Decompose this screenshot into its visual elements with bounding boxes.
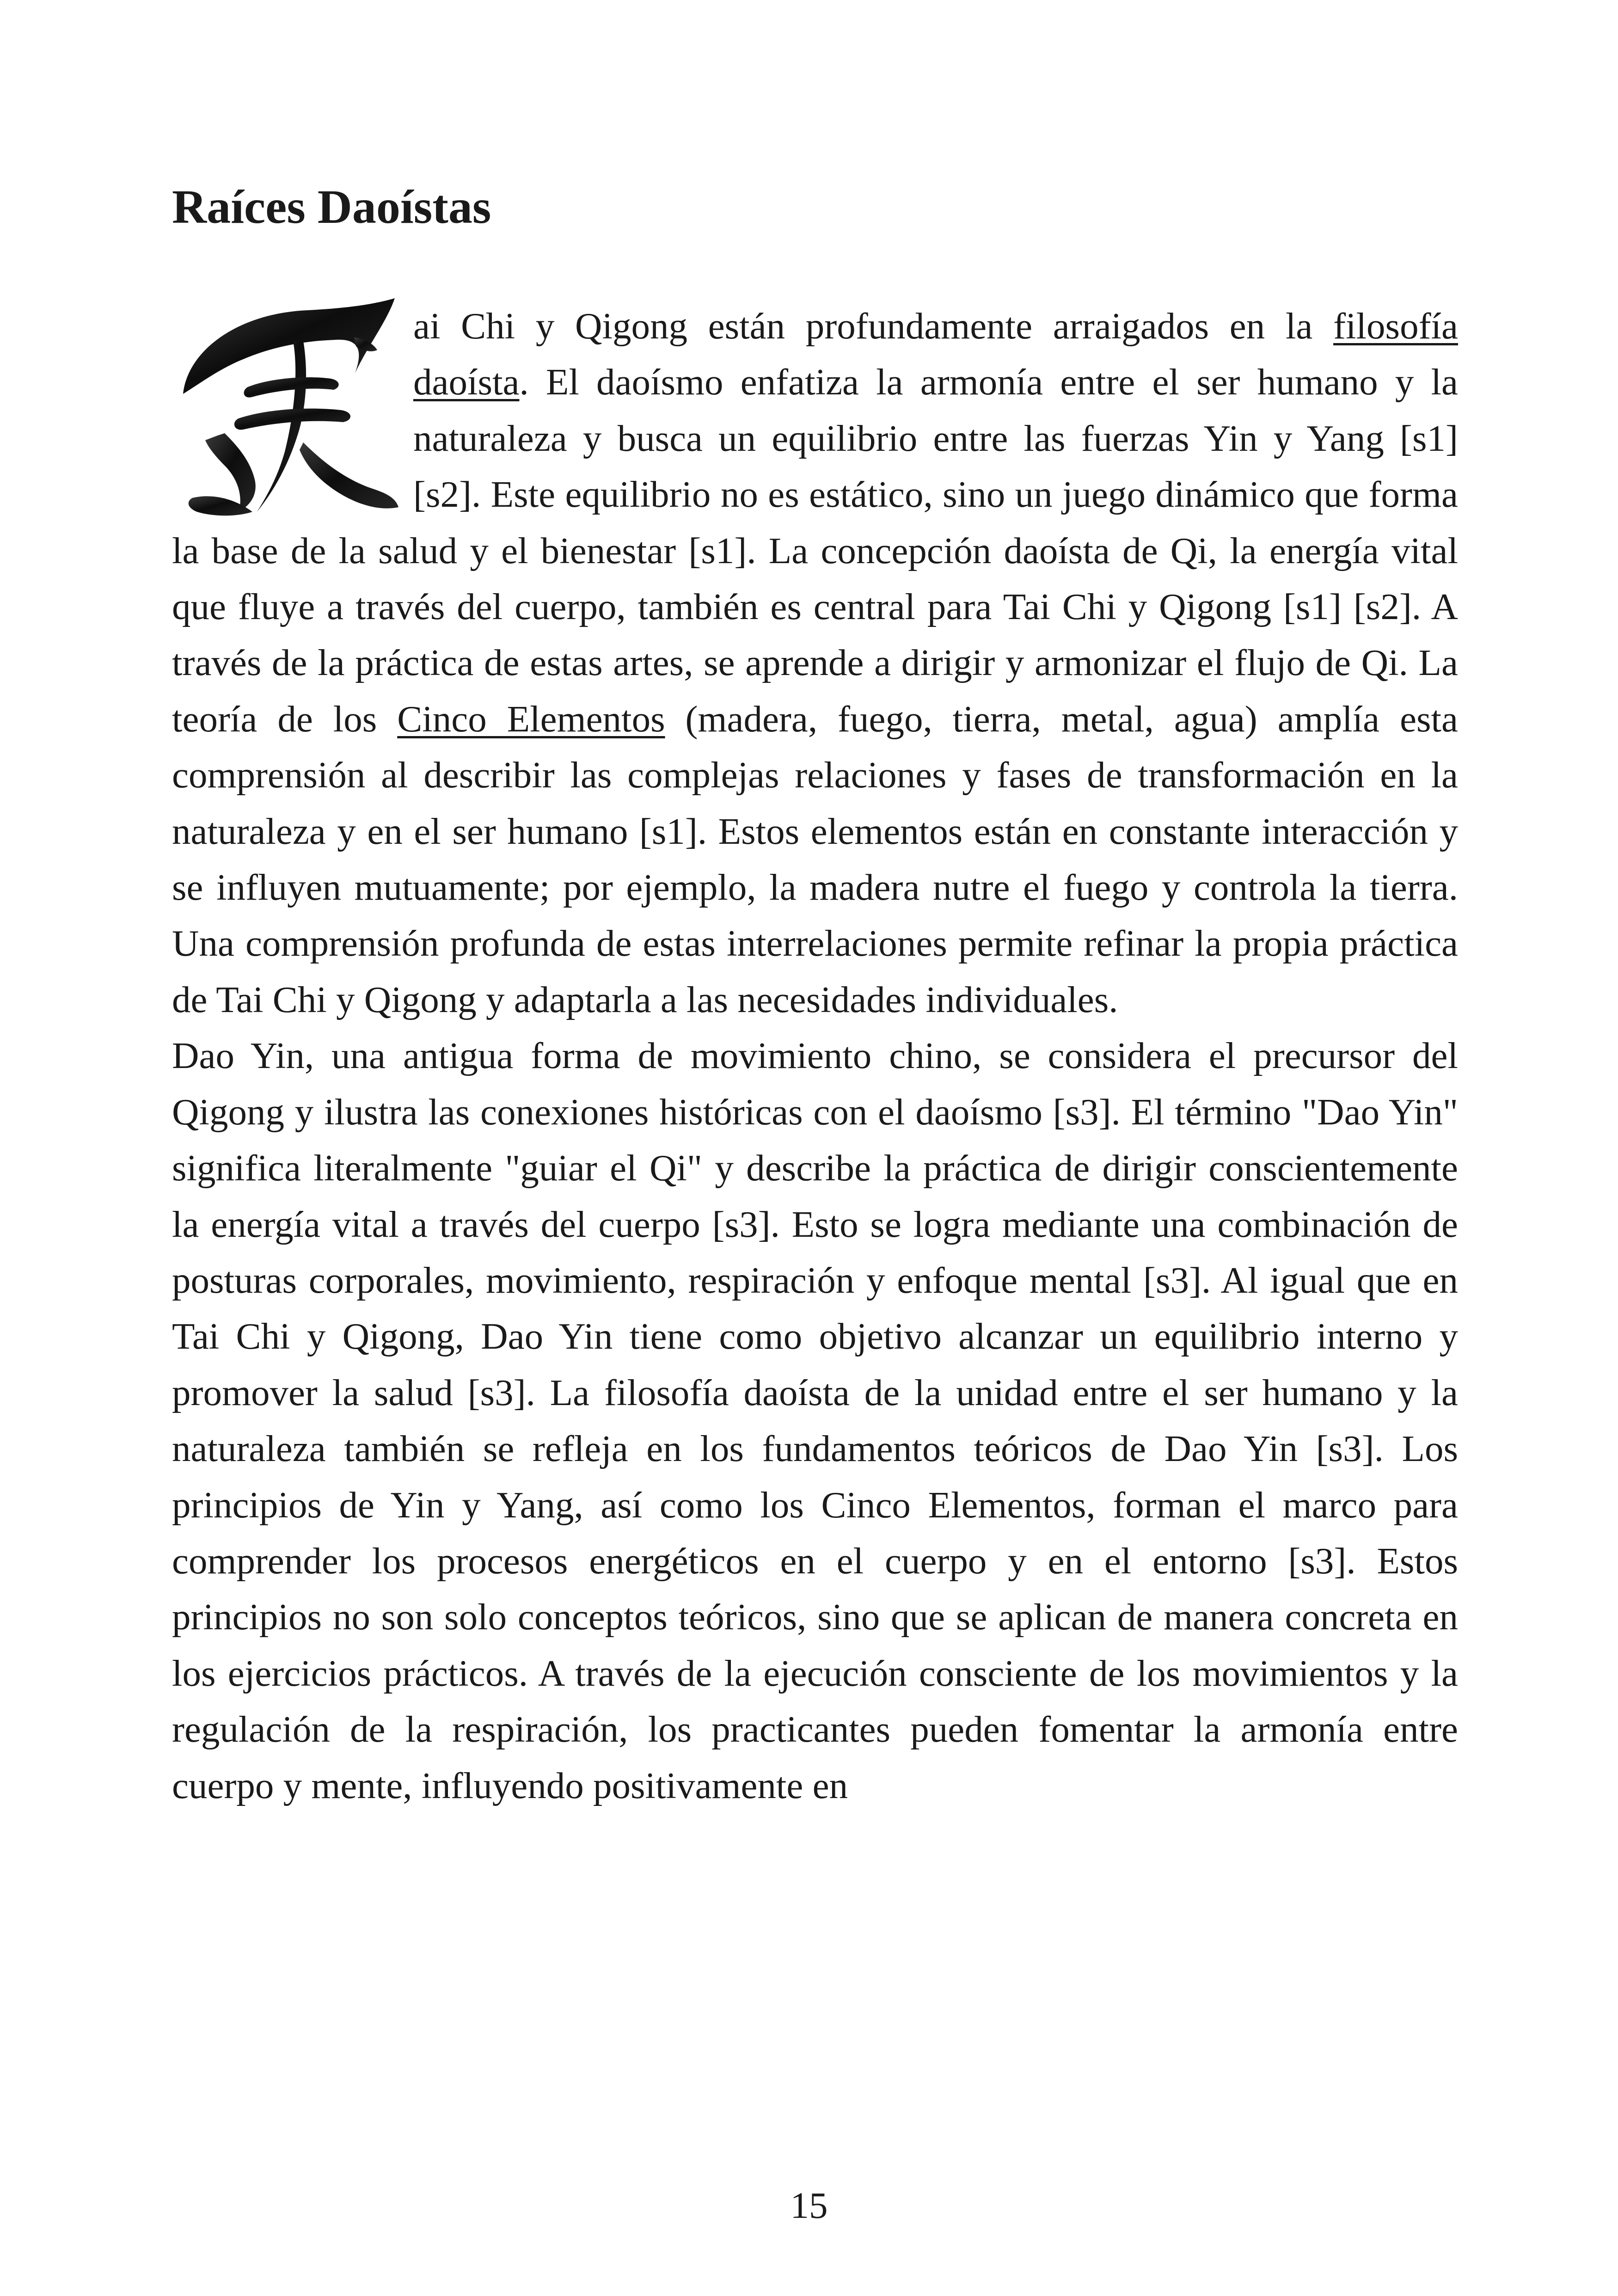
link-filosofia-daoista[interactable]: filosofía daoísta xyxy=(413,305,1458,403)
paragraph-1 xyxy=(172,298,1458,1028)
drop-cap-t-icon xyxy=(169,295,400,521)
paragraph-2: Dao Yin, una antigua forma de movimiento chino, se considera el precursor del Qigong y ilustra las conexiones históricas con el daoísmo [s3]. El término "Dao Yin" significa literalmente "guiar el Qi" y describe la práctica de dirigir conscientemente la energía vital a través del cuerpo [s3]. Esto se logra mediante una combinación de posturas corporales, movimiento, respiración y enfoque mental [s3]. Al igual que en Tai Chi y Qigong, Dao Yin tiene como objetivo alcanzar un equilibrio interno y promover la salud [s3]. La filosofía daoísta de la unidad entre el ser humano y la naturaleza también se refleja en los fundamentos teóricos de Dao Yin [s3]. Los principios de Yin y Yang, así como los Cinco Elementos, forman el marco para comprender los procesos energéticos en el cuerpo y en el entorno [s3]. Estos principios no son solo conceptos teóricos, sino que se aplican de manera concreta en los ejercicios prácticos. A través de la ejecución consciente de los movimientos y la regulación de la respiración, los practicantes pueden fomentar la armonía entre cuerpo y mente, influyendo positivamente en xyxy=(172,1035,1458,1806)
paragraph-1-text-a: ai Chi y Qigong están profundamente arraigados en la xyxy=(413,305,1334,347)
body-text xyxy=(172,298,1458,1814)
paragraph-1-text-b: . El daoísmo enfatiza la armonía entre el ser humano y la naturaleza y busca un equilibrio entre las fuerzas Yin y Yang [s1] [s2]. Este equilibrio no es estático, sino un juego dinámico que forma la base de la salud y el bienestar [s1]. La concepción daoísta de Qi, la energía vital que fluye a través del cuerpo, también es central para Tai Chi y Qigong [s1] [s2]. A través de la práctica de estas artes, se aprende a dirigir y armonizar el flujo de Qi. La teoría de los xyxy=(172,361,1458,740)
page-number: 15 xyxy=(790,2185,828,2226)
section-heading: Raíces Daoístas xyxy=(172,180,491,233)
paragraph-1-text-c: (madera, fuego, tierra, metal, agua) amplía esta comprensión al describir las complejas relaciones y fases de transformación en la naturaleza y en el ser humano [s1]. Estos elementos están en constante interacción y se influyen mutuamente; por ejemplo, la madera nutre el fuego y controla la tierra. Una comprensión profunda de estas interrelaciones permite refinar la propia práctica de Tai Chi y Qigong y adaptarla a las necesidades individuales. xyxy=(172,698,1458,1020)
link-cinco-elementos[interactable]: Cinco Elementos xyxy=(397,698,665,740)
